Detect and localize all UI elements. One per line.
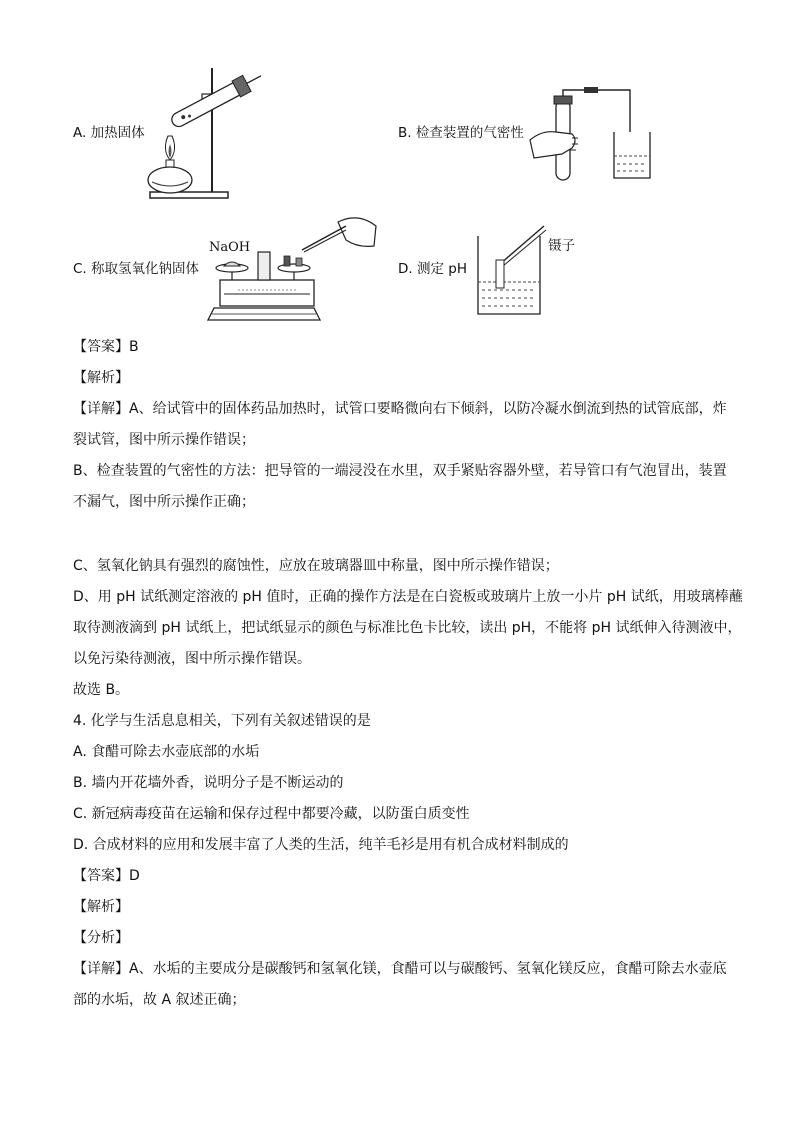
q3-answer: 【答案】B [73, 339, 139, 355]
q3-analysis-heading: 【解析】 [73, 370, 129, 386]
heating-solid-apparatus [140, 64, 270, 204]
q4-option-d: D. 合成材料的应用和发展丰富了人类的生活，纯羊毛衫是用有机合成材料制成的 [73, 837, 569, 853]
airtightness-check-apparatus [522, 82, 662, 187]
q3-detail-c: C、氢氧化钠具有强烈的腐蚀性，应放在玻璃器皿中称量，图中所示操作错误； [73, 558, 559, 574]
naoh-label: NaOH [209, 240, 251, 255]
q3-detail-d-line2: 取待测液滴到 pH 试纸上，把试纸显示的颜色与标准比色卡比较，读出 pH，不能将 pH 试纸伸入待测液中， [73, 620, 742, 636]
q4-option-c: C. 新冠病毒疫苗在运输和保存过程中都要冷藏，以防蛋白质变性 [73, 806, 470, 822]
q4-option-b: B. 墙内开花墙外香，说明分子是不断运动的 [73, 775, 344, 791]
q3-conclusion: 故选 B。 [73, 682, 130, 698]
q3-detail-b-line2: 不漏气，图中所示操作正确； [73, 494, 255, 510]
q4-analysis-heading: 【解析】 [73, 899, 129, 915]
figure-d-label: D. 测定 pH [398, 261, 467, 277]
q3-detail-a-line2: 裂试管，图中所示操作错误； [73, 432, 255, 448]
figure-c-label: C. 称取氢氧化钠固体 [73, 261, 200, 277]
q4-option-a: A. 食醋可除去水壶底部的水垢 [73, 744, 260, 760]
q3-detail-d-line3: 以免污染待测液，图中所示操作错误。 [73, 651, 311, 667]
q3-detail-d-line1: D、用 pH 试纸测定溶液的 pH 值时，正确的操作方法是在白瓷板或玻璃片上放一小片 pH 试纸，用玻璃棒蘸 [73, 589, 743, 605]
figure-a-label: A. 加热固体 [73, 125, 145, 141]
q3-detail-a-line1: 【详解】A、给试管中的固体药品加热时，试管口要略微向右下倾斜，以防冷凝水倒流到热的试管底部，炸 [73, 401, 727, 417]
figure-b-label: B. 检查装置的气密性 [398, 125, 524, 141]
ph-measurement-apparatus [470, 220, 550, 320]
tweezers-label: 镊子 [548, 238, 575, 254]
q4-detail-line2: 部的水垢，故 A 叙述正确； [73, 992, 246, 1008]
q4-detail-line1: 【详解】A、水垢的主要成分是碳酸钙和氢氧化镁，食醋可以与碳酸钙、氢氧化镁反应，食醋可除去水壶底 [73, 961, 727, 977]
q4-stem: 4. 化学与生活息息相关，下列有关叙述错误的是 [73, 713, 371, 729]
q4-fenxi-heading: 【分析】 [73, 930, 129, 946]
balance-weighing-apparatus [198, 208, 380, 328]
q3-detail-b-line1: B、检查装置的气密性的方法：把导管的一端浸没在水里，双手紧贴容器外壁，若导管口有气泡冒出，装置 [73, 463, 727, 479]
q4-answer: 【答案】D [73, 868, 140, 884]
